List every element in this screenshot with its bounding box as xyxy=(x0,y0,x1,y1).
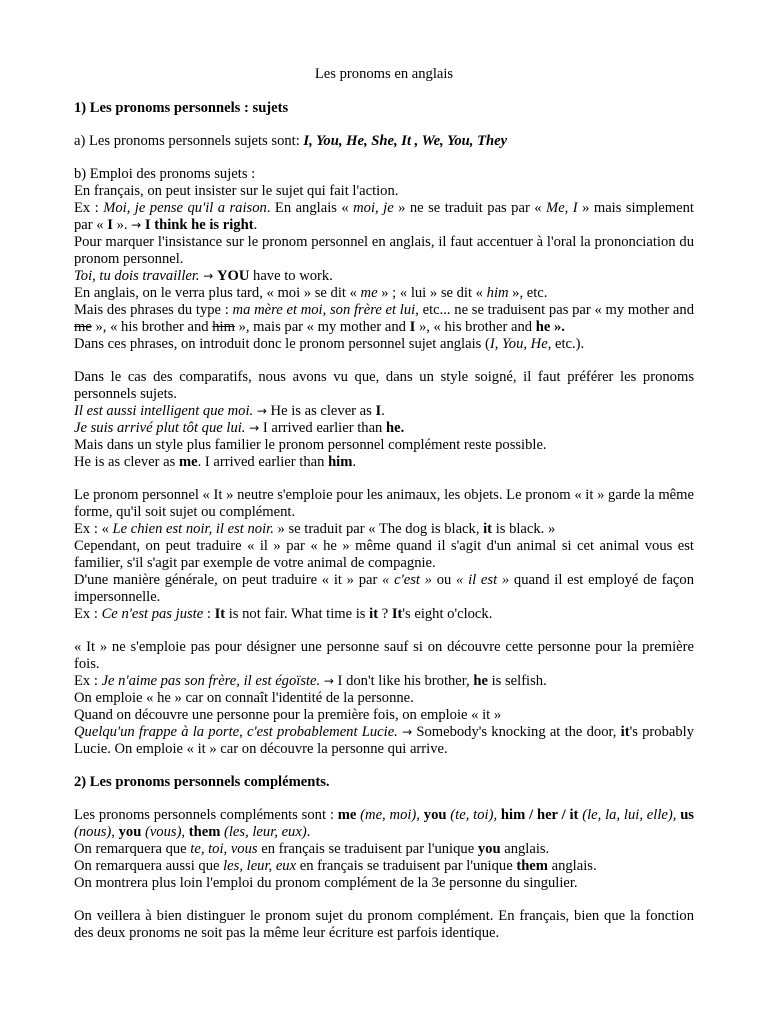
example-clever xyxy=(74,454,694,471)
section-heading-1 xyxy=(74,100,694,117)
paragraph xyxy=(74,841,694,858)
italic-text: (les, leur, eux) xyxy=(220,824,307,840)
paragraph: Le pronom personnel « It » neutre s'emploie pour les animaux, les objets. Le pronom « it » garde la même forme, qu'il soit sujet ou complément. xyxy=(74,487,694,520)
bold-text: It xyxy=(391,606,403,622)
document-page xyxy=(74,66,694,942)
italic-text: ma mère et moi, son frère et lui xyxy=(232,302,416,318)
bold-text: I xyxy=(107,217,113,233)
text: Les pronoms personnels compléments sont : xyxy=(74,807,338,823)
text: En anglais, on le verra plus tard, « moi » se dit « xyxy=(74,285,361,301)
paragraph: « It » ne s'emploie pas pour désigner une personne sauf si on découvre cette personne pour la première fois. xyxy=(74,639,694,672)
paragraph xyxy=(74,336,694,353)
arrow-icon: → xyxy=(249,421,260,435)
bold-text: YOU xyxy=(216,268,250,284)
arrow-icon: → xyxy=(402,725,413,739)
italic-text: Je n'aime pas son frère, il est égoïste. xyxy=(101,673,321,689)
bold-text: it xyxy=(369,606,379,622)
paragraph: En français, on peut insister sur le sujet qui fait l'action. xyxy=(74,183,399,199)
heading-text: 2) Les pronoms personnels compléments. xyxy=(74,774,330,790)
bold-text: you xyxy=(118,824,142,840)
italic-text: moi, je xyxy=(353,200,394,216)
text: Ex : xyxy=(74,673,102,689)
arrow-icon: → xyxy=(256,404,267,418)
bold-text: them xyxy=(188,824,221,840)
italic-text: (le, la, lui, elle), xyxy=(578,807,681,823)
text: . xyxy=(306,824,311,840)
text: en français se traduisent par l'unique xyxy=(296,858,517,874)
italic-text: Moi, je pense qu'il a raison xyxy=(103,200,267,216)
italic-text: les, leur, eux xyxy=(223,858,297,874)
text: en français se traduisent par l'unique xyxy=(257,841,478,857)
example-frere xyxy=(74,673,694,690)
italic-text: him xyxy=(486,285,509,301)
text: anglais. xyxy=(500,841,550,857)
text: quand il est employé de façon impersonnelle. xyxy=(74,572,694,605)
text: », « his brother and xyxy=(415,319,536,335)
text: » se traduit par « The dog is black, xyxy=(273,521,484,537)
paragraph: Quand on découvre une personne pour la première fois, on emploie « it » xyxy=(74,707,502,723)
text: . I arrived earlier than xyxy=(197,454,329,470)
text: », « his brother and xyxy=(91,319,213,335)
text: He is as clever as xyxy=(266,403,376,419)
strikethrough-text: me xyxy=(74,319,92,335)
text: He is as clever as xyxy=(74,454,179,470)
text: I arrived earlier than xyxy=(259,420,386,436)
text: is selfish. xyxy=(487,673,547,689)
text: Dans ces phrases, on introduit donc le pronom personnel sujet anglais ( xyxy=(74,336,490,352)
paragraph-complement-pronouns xyxy=(74,807,694,841)
text: is black. » xyxy=(492,521,556,537)
text: . En anglais « xyxy=(266,200,354,216)
example-toi xyxy=(74,268,694,285)
text: D'une manière générale, on peut traduire « it » par xyxy=(74,572,383,588)
italic-text: « c'est » xyxy=(382,572,432,588)
text: anglais. xyxy=(547,858,597,874)
bold-text: I xyxy=(375,403,382,419)
document-title: Les pronoms en anglais xyxy=(314,66,454,82)
italic-text: « il est » xyxy=(456,572,510,588)
text: . xyxy=(253,217,258,233)
text: 's eight o'clock. xyxy=(402,606,493,622)
bold-text: it xyxy=(620,724,630,740)
italic-text: (nous), xyxy=(74,824,119,840)
text: », etc. xyxy=(508,285,548,301)
example-frappe xyxy=(74,724,694,758)
text: I don't like his brother, xyxy=(333,673,474,689)
bold-text: I xyxy=(409,319,416,335)
example-juste xyxy=(74,606,694,623)
italic-text: Me, I xyxy=(546,200,578,216)
paragraph xyxy=(74,302,694,336)
text: Ex : xyxy=(74,200,104,216)
text: have to work. xyxy=(249,268,333,284)
paragraph: Pour marquer l'insistance sur le pronom personnel en anglais, il faut accentuer à l'oral la prononciation du pronom personnel. xyxy=(74,234,694,267)
text: On remarquera que xyxy=(74,841,191,857)
text: » ne se traduit pas par « xyxy=(393,200,547,216)
italic-text: Le chien est noir, il est noir. xyxy=(112,521,274,537)
bold-text: ». xyxy=(550,319,565,335)
example-chien xyxy=(74,521,694,538)
text: 's probably Lucie. On emploie « it » car on découvre la personne qui arrive. xyxy=(74,724,694,757)
text: On remarquera aussi que xyxy=(74,858,224,874)
text: Ex : « xyxy=(74,521,113,537)
strikethrough-text: him xyxy=(212,319,235,335)
text: Ex : xyxy=(74,606,102,622)
arrow-icon: → xyxy=(131,218,142,232)
text: », mais par « my mother and xyxy=(234,319,410,335)
pronoun-list: I, You, He, She, It , We, You, They xyxy=(303,133,508,149)
italic-text: (me, moi), xyxy=(356,807,424,823)
text: , etc... ne se traduisent pas par « my mother and xyxy=(415,302,695,318)
text: . xyxy=(381,403,385,419)
bold-text: I think he is right xyxy=(144,217,254,233)
italic-text: (vous), xyxy=(141,824,189,840)
italic-text: Quelqu'un frappe à la porte, c'est probablement Lucie. xyxy=(74,724,398,740)
text: ? xyxy=(378,606,392,622)
paragraph: Dans le cas des comparatifs, nous avons vu que, dans un style soigné, il faut préférer les pronoms personnels sujets. xyxy=(74,369,694,402)
bold-text: them xyxy=(516,858,548,874)
bold-text: he xyxy=(535,319,551,335)
arrow-icon: → xyxy=(323,674,334,688)
text: ». xyxy=(112,217,132,233)
text: » mais simplement par « xyxy=(74,200,694,233)
italic-text: Il est aussi intelligent que moi. xyxy=(74,403,254,419)
italic-text: te, toi, vous xyxy=(190,841,258,857)
italic-text: (te, toi), xyxy=(446,807,501,823)
text: a) Les pronoms personnels sujets sont: xyxy=(74,133,304,149)
bold-text: him xyxy=(328,454,353,470)
text: : xyxy=(203,606,215,622)
paragraph: Mais dans un style plus familier le pronom personnel complément reste possible. xyxy=(74,437,547,453)
bold-text: you xyxy=(423,807,447,823)
bold-text: me xyxy=(178,454,198,470)
paragraph: On montrera plus loin l'emploi du pronom complément de la 3e personne du singulier. xyxy=(74,875,578,891)
example-intelligent xyxy=(74,403,694,420)
bold-text: us xyxy=(680,807,694,823)
bold-text: he xyxy=(473,673,488,689)
paragraph xyxy=(74,858,694,875)
heading-text: 1) Les pronoms personnels : sujets xyxy=(74,100,289,116)
italic-text: I, You, He xyxy=(489,336,548,352)
example-arrive xyxy=(74,420,694,437)
section-heading-2 xyxy=(74,774,694,791)
bold-text: it xyxy=(483,521,493,537)
bold-text: you xyxy=(477,841,501,857)
text: » ; « lui » se dit « xyxy=(377,285,487,301)
text: , etc.). xyxy=(547,336,585,352)
arrow-icon: → xyxy=(203,269,214,283)
example-moi-je xyxy=(74,200,694,234)
subheading-b: b) Emploi des pronoms sujets : xyxy=(74,166,256,182)
bold-text: him / her / it xyxy=(500,807,579,823)
text: Somebody's knocking at the door, xyxy=(412,724,621,740)
bold-text: he. xyxy=(386,420,405,436)
paragraph xyxy=(74,285,694,302)
text: ou xyxy=(431,572,457,588)
paragraph xyxy=(74,572,694,606)
italic-text: Ce n'est pas juste xyxy=(101,606,204,622)
text: . xyxy=(352,454,357,470)
bold-text: me xyxy=(337,807,357,823)
bold-text: It xyxy=(214,606,226,622)
paragraph: Cependant, on peut traduire « il » par « he » même quand il s'agit d'un animal si cet animal vous est familier, s'il s'agit par exemple de votre animal de compagnie. xyxy=(74,538,694,571)
text: is not fair. What time is xyxy=(225,606,370,622)
text: Mais des phrases du type : xyxy=(74,302,233,318)
italic-text: Je suis arrivé plut tôt que lui. xyxy=(74,420,246,436)
paragraph: On emploie « he » car on connaît l'identité de la personne. xyxy=(74,690,414,706)
paragraph-subject-pronouns xyxy=(74,133,694,150)
italic-text: me xyxy=(360,285,378,301)
paragraph: On veillera à bien distinguer le pronom sujet du pronom complément. En français, bien que la fonction des deux pronoms ne soit pas la même leur écriture est parfois identique. xyxy=(74,908,694,941)
italic-text: Toi, tu dois travailler. xyxy=(74,268,200,284)
